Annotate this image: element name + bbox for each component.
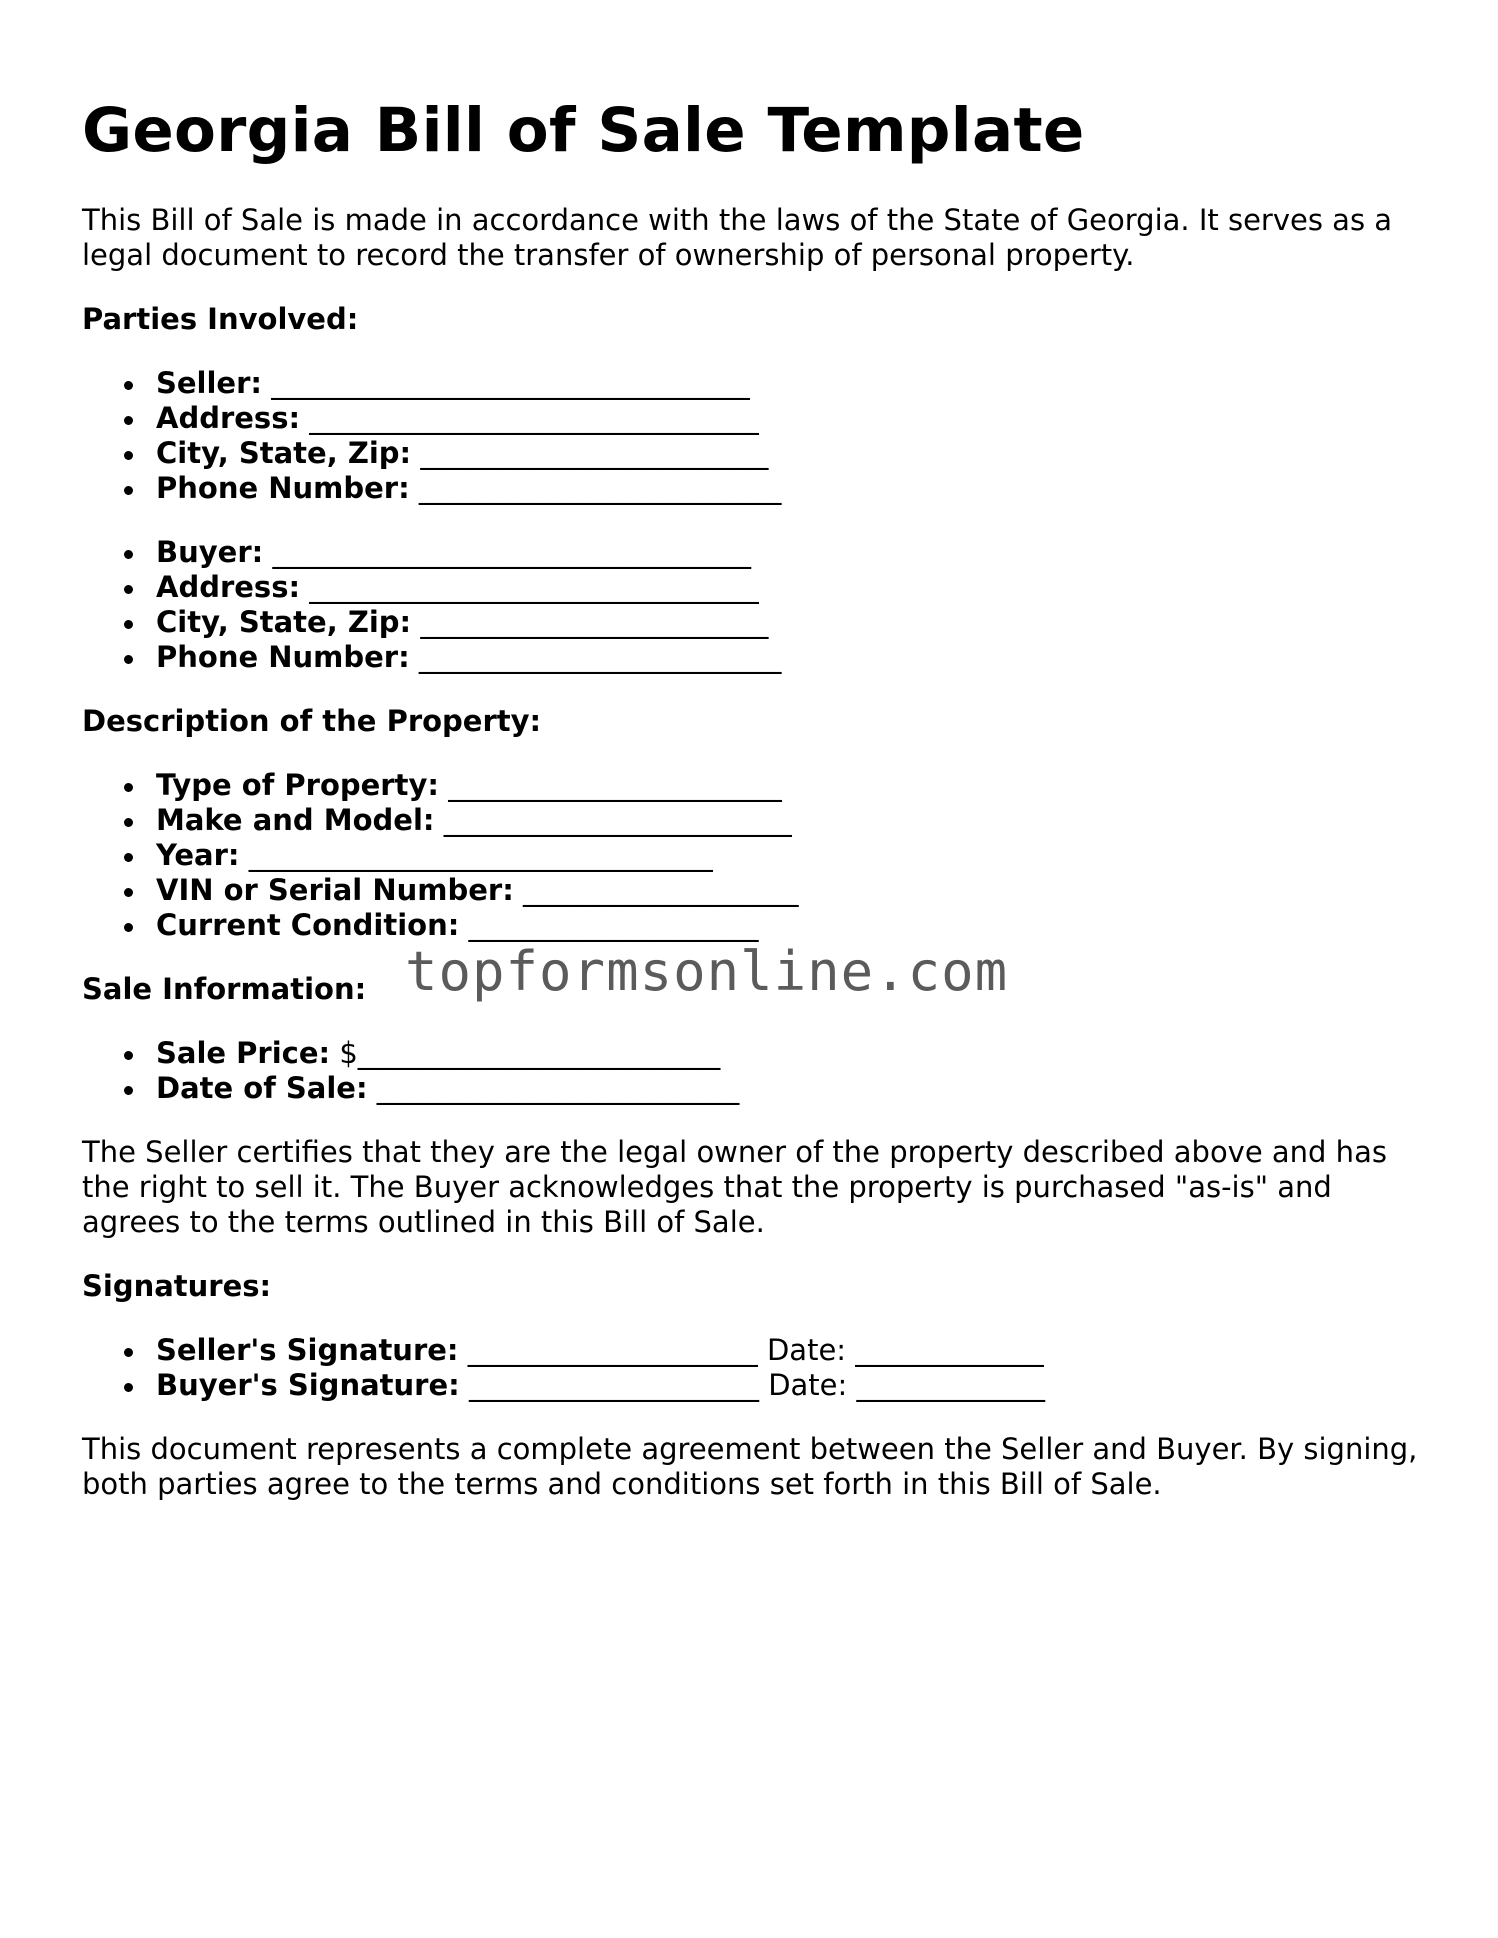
- property-type-field: Type of Property: _______________________: [156, 768, 1422, 803]
- fill-line: ________________________: [420, 436, 769, 470]
- signature-list: [82, 1333, 1422, 1403]
- document-title: Georgia Bill of Sale Template: [82, 95, 1085, 166]
- seller-name-field: Seller: _________________________________: [156, 366, 1422, 401]
- seller-phone-field: Phone Number: _________________________: [156, 471, 1422, 506]
- fill-line: _____________: [856, 1368, 1045, 1402]
- date-label: Date:: [768, 1368, 848, 1402]
- fill-line: $_________________________: [339, 1036, 721, 1070]
- fill-line: _________________________________: [272, 535, 751, 569]
- seller-city-field: City, State, Zip: ________________________: [156, 436, 1422, 471]
- buyer-name-field: Buyer: _________________________________: [156, 535, 1422, 570]
- buyer-city-field: City, State, Zip: ________________________: [156, 605, 1422, 640]
- fill-line: _________________________________: [271, 366, 750, 400]
- signatures-heading: Signatures:: [82, 1269, 272, 1303]
- fill-line: ________________________: [443, 803, 792, 837]
- fill-line: ___________________: [523, 873, 799, 907]
- parties-heading: Parties Involved:: [82, 302, 359, 336]
- year-field: Year: ________________________________: [156, 838, 1422, 873]
- closing-paragraph: This document represents a complete agreement between the Seller and Buyer. By signing, both parties agree to the terms and conditions set forth in this Bill of Sale.: [82, 1432, 1418, 1501]
- buyer-signature-field: Buyer's Signature: ____________________ Date: _____________: [156, 1368, 1422, 1403]
- fill-line: ____________________: [468, 1368, 759, 1402]
- fill-line: _________________________: [418, 471, 782, 505]
- watermark: topformsonline.com: [405, 940, 1009, 1003]
- make-model-field: Make and Model: ________________________: [156, 803, 1422, 838]
- fill-line: ________________________________: [248, 838, 713, 872]
- sale-date-field: Date of Sale: _________________________: [156, 1071, 1422, 1106]
- vin-field: VIN or Serial Number: ___________________: [156, 873, 1422, 908]
- property-heading: Description of the Property:: [82, 704, 542, 738]
- date-label: Date:: [766, 1333, 847, 1367]
- fill-line: _______________________: [448, 768, 782, 802]
- buyer-phone-field: Phone Number: _________________________: [156, 640, 1422, 675]
- document-page: [82, 95, 1422, 1502]
- fill-line: _______________________________: [309, 570, 759, 604]
- intro-paragraph: This Bill of Sale is made in accordance with the laws of the State of Georgia. It serves as a legal document to record the transfer of ownership of personal property.: [82, 203, 1393, 272]
- sale-price-field: Sale Price: $_________________________: [156, 1036, 1422, 1071]
- buyer-address-field: Address: _______________________________: [156, 570, 1422, 605]
- fill-line: _________________________: [376, 1071, 740, 1105]
- fill-line: _________________________: [418, 640, 782, 674]
- buyer-list: [82, 535, 1422, 675]
- fill-line: ____________________: [468, 908, 759, 942]
- sale-heading: Sale Information:: [82, 972, 367, 1006]
- property-list: [82, 768, 1422, 943]
- sale-list: [82, 1036, 1422, 1106]
- certification-paragraph: The Seller certifies that they are the legal owner of the property described above and has the right to sell it. The Buyer acknowledges that the property is purchased "as-is" and agrees to the terms outlined in this Bill of Sale.: [82, 1135, 1387, 1239]
- seller-address-field: Address: _______________________________: [156, 401, 1422, 436]
- fill-line: _______________________________: [309, 401, 759, 435]
- condition-field: Current Condition: ____________________: [156, 908, 1422, 943]
- fill-line: ____________________: [467, 1333, 758, 1367]
- seller-list: [82, 366, 1422, 506]
- fill-line: _____________: [855, 1333, 1044, 1367]
- fill-line: ________________________: [420, 605, 769, 639]
- seller-signature-field: Seller's Signature: ____________________ Date: _____________: [156, 1333, 1422, 1368]
